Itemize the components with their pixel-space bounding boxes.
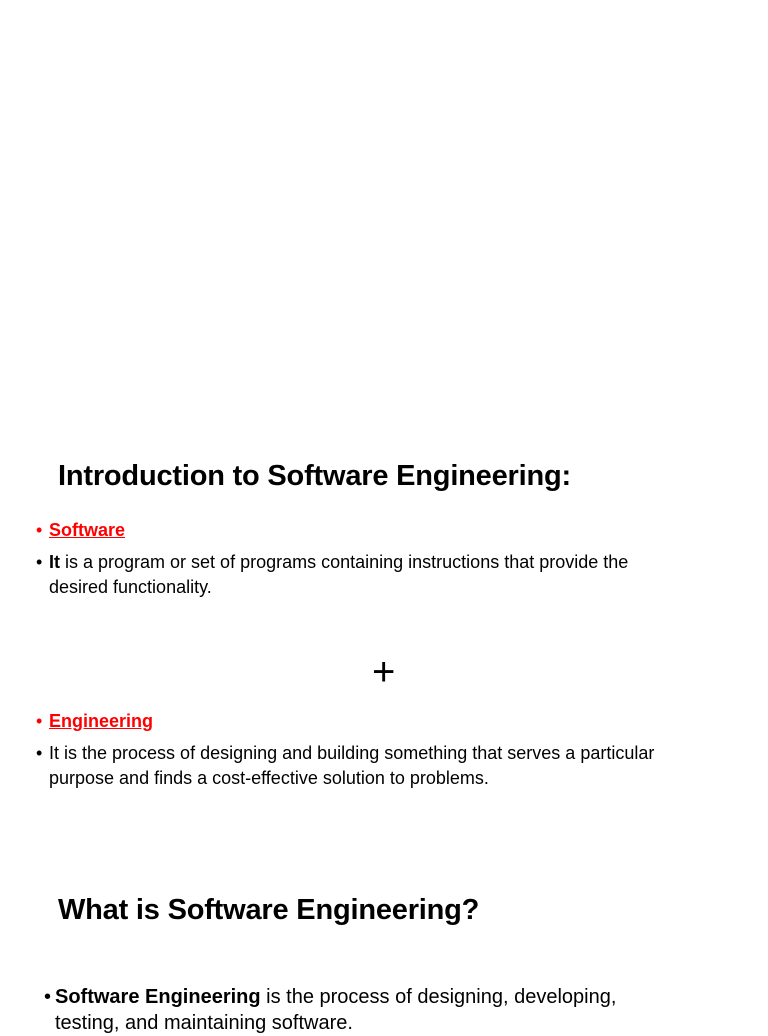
bullet: • bbox=[36, 520, 43, 540]
engineering-description-line1: It is the process of designing and building something that serves a particular bbox=[49, 743, 655, 763]
software-description-bold: It bbox=[49, 552, 60, 572]
list-item-software-heading bbox=[36, 518, 756, 543]
software-description-line1 bbox=[49, 550, 628, 575]
list-item-definition bbox=[44, 984, 764, 1036]
bullet: • bbox=[44, 986, 52, 1008]
section-title: What is Software Engineering? bbox=[58, 894, 480, 926]
list-item-software-description bbox=[36, 550, 756, 600]
bullet: • bbox=[36, 743, 43, 763]
list-item-engineering-description bbox=[36, 741, 761, 791]
page-title: Introduction to Software Engineering: bbox=[58, 460, 571, 492]
software-heading: Software bbox=[49, 520, 126, 540]
definition-term: Software Engineering bbox=[55, 986, 261, 1008]
engineering-heading: Engineering bbox=[49, 711, 154, 731]
bullet: • bbox=[36, 711, 43, 731]
bullet: • bbox=[36, 552, 43, 572]
definition-line1 bbox=[55, 984, 616, 1010]
definition-rest: is the process of designing, developing, bbox=[260, 986, 617, 1008]
software-description-line2: desired functionality. bbox=[49, 577, 212, 597]
list-item-engineering-heading bbox=[36, 709, 756, 734]
definition-line2: testing, and maintaining software. bbox=[55, 1012, 353, 1034]
engineering-description-line2: purpose and finds a cost-effective solution to problems. bbox=[49, 768, 489, 788]
software-description-rest: is a program or set of programs containing instructions that provide the bbox=[60, 552, 629, 572]
plus-sign: + bbox=[372, 650, 396, 694]
